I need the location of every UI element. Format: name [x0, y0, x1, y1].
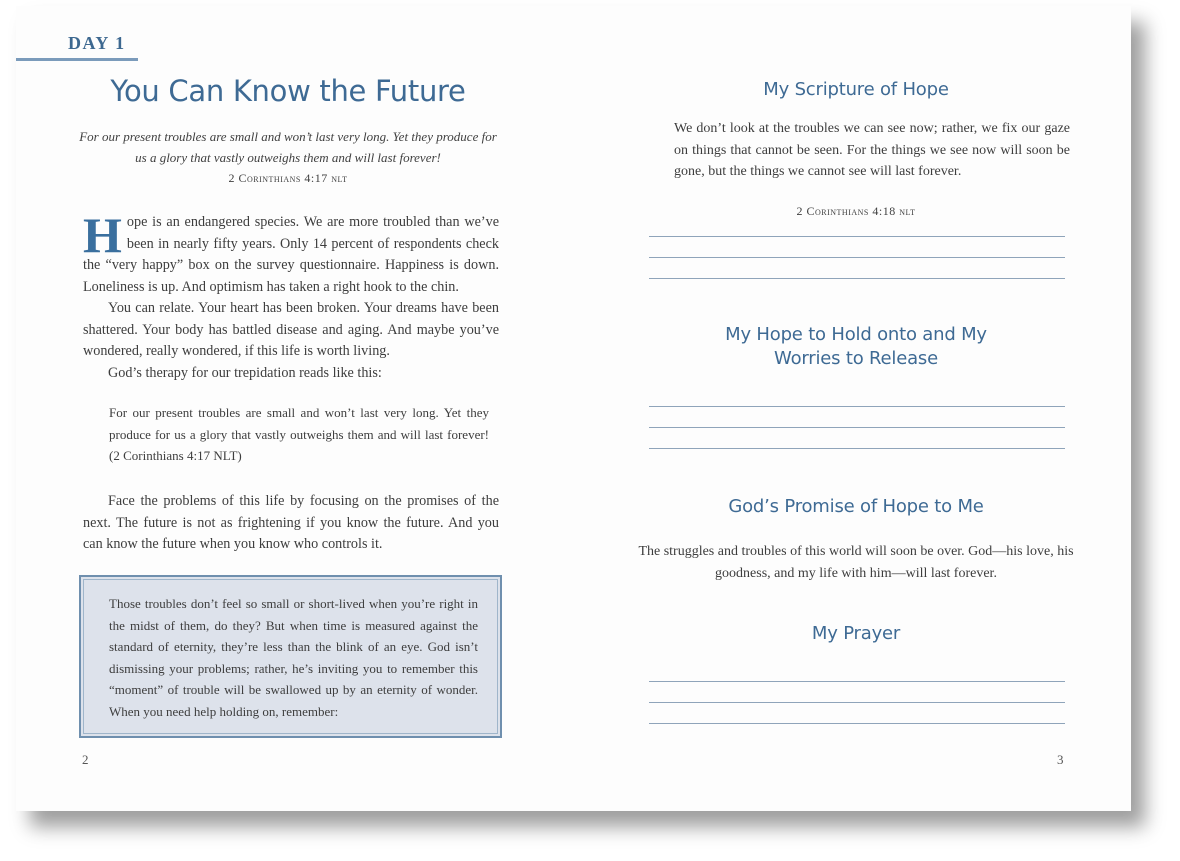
writing-line[interactable]	[649, 278, 1065, 279]
writing-line[interactable]	[649, 427, 1065, 428]
section-heading-prayer: My Prayer	[811, 623, 901, 644]
promise-text: The struggles and troubles of this world will soon be over. God—his love, his goodness, and my life with him—will last forever.	[638, 544, 1074, 581]
writing-line[interactable]	[649, 681, 1065, 682]
drop-cap: H	[83, 207, 122, 263]
writing-line[interactable]	[649, 723, 1065, 724]
callout-box	[79, 575, 502, 738]
page-title: You Can Know the Future	[110, 74, 466, 108]
left-page	[16, 6, 576, 811]
epigraph-text: For our present troubles are small and won’t last very long. Yet they produce for us a glory that vastly outweighs them and will last forever!	[79, 129, 497, 165]
body-text	[83, 207, 499, 384]
page-number: 2	[82, 752, 89, 767]
day-rule-divider	[16, 58, 138, 61]
closing-text	[83, 491, 499, 556]
block-quote: For our present troubles are small and won’t last very long. Yet they produce for us a glory that vastly outweighs them and will last forever! (2 Corinthians 4:17 NLT)	[109, 405, 489, 463]
writing-line[interactable]	[649, 448, 1065, 449]
book-spread	[16, 6, 1131, 811]
epigraph	[78, 126, 498, 189]
page-number: 3	[1057, 752, 1064, 767]
section-heading-scripture: My Scripture of Hope	[763, 79, 949, 100]
paragraph: You can relate. Your heart has been broken. Your dreams have been shattered. Your body has battled disease and aging. And maybe you’ve wondered, really wondered, if this life is worth living.	[83, 300, 499, 359]
callout-text: Those troubles don’t feel so small or short-lived when you’re right in the midst of them, do they? But when time is measured against the standard of eternity, they’re less than the blink of an eye. God isn’t dismissing your problems; rather, he’s inviting you to remember this “moment” of trouble will be swallowed up by an eternity of wonder. When you need help holding on, remember:	[109, 596, 478, 719]
right-page	[576, 6, 1131, 811]
scripture-reference: 2 Corinthians 4:18 nlt	[796, 204, 916, 218]
scripture-text: We don’t look at the troubles we can see now; rather, we fix our gaze on things that cannot be seen. For the things we see now will soon be gone, but the things we cannot see will last forever.	[674, 121, 1070, 179]
paragraph: Hope is an endangered species. We are more troubled than we’ve been in nearly fifty years. Only 14 percent of respondents check the “very happy” box on the survey questionnaire. Happiness is down. Loneliness is up. And optimism has taken a right hook to the chin.	[83, 207, 499, 295]
day-label: DAY 1	[68, 33, 126, 53]
writing-line[interactable]	[649, 406, 1065, 407]
writing-line[interactable]	[649, 257, 1065, 258]
section-heading-hope-worries: My Hope to Hold onto and My Worries to Release	[725, 324, 987, 369]
paragraph: God’s therapy for our trepidation reads like this:	[108, 364, 382, 381]
epigraph-reference: 2 Corinthians 4:17 nlt	[228, 171, 348, 185]
writing-line[interactable]	[649, 702, 1065, 703]
writing-line[interactable]	[649, 236, 1065, 237]
section-heading-promise: God’s Promise of Hope to Me	[728, 496, 984, 517]
paragraph: Face the problems of this life by focusing on the promises of the next. The future is not as frightening if you know the future. And you can know the future when you know who controls it.	[83, 493, 499, 552]
